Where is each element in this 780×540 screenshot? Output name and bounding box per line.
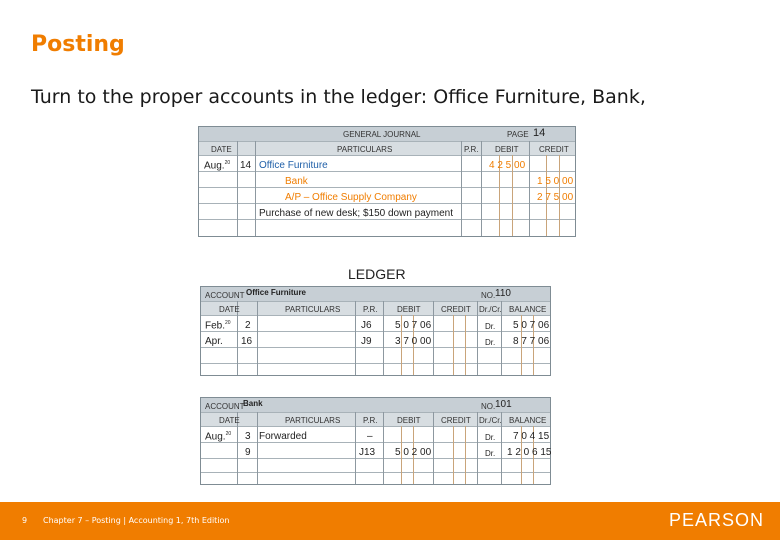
furniture-row-2-day: 16 xyxy=(241,336,253,347)
bank-account-label: ACCOUNT xyxy=(205,402,245,411)
bank-row-1-day: 3 xyxy=(245,431,251,442)
furniture-account-label: ACCOUNT xyxy=(205,291,245,300)
bank-row-1-drcr: Dr. xyxy=(485,433,496,442)
furniture-row-2-drcr: Dr. xyxy=(485,338,496,347)
slide-number: 9 xyxy=(22,516,28,525)
bank-row-2-pr: J13 xyxy=(359,447,376,458)
journal-header-pr: P.R. xyxy=(464,145,479,154)
journal-header-debit: DEBIT xyxy=(495,145,519,154)
furniture-row-1-debit: 5 0 7 06 xyxy=(395,320,432,331)
ledger-account-bank xyxy=(200,397,551,485)
bank-header-debit: DEBIT xyxy=(397,416,421,425)
furniture-row-2-balance: 8 7 7 06 xyxy=(513,336,550,347)
journal-title: GENERAL JOURNAL xyxy=(343,130,421,139)
ledger-account-office-furniture xyxy=(200,286,551,376)
slide-title: Posting xyxy=(31,32,125,57)
furniture-row-1-day: 2 xyxy=(245,320,251,331)
bank-account-number: 101 xyxy=(495,399,512,410)
bank-no-label: NO. xyxy=(481,402,496,411)
bank-row-1-balance: 7 0 4 15 xyxy=(513,431,550,442)
furniture-header-particulars: PARTICULARS xyxy=(285,305,341,314)
furniture-header-drcr: Dr./Cr. xyxy=(479,305,502,314)
furniture-header-credit: CREDIT xyxy=(441,305,471,314)
bank-row-2-day: 9 xyxy=(245,447,251,458)
bank-header-pr: P.R. xyxy=(363,416,378,425)
furniture-account-name: Office Furniture xyxy=(246,288,307,297)
journal-header-date: DATE xyxy=(211,145,232,154)
furniture-row-2-month: Apr. xyxy=(205,336,223,347)
journal-credit-ap: 2 7 5 00 xyxy=(537,192,574,203)
journal-line-ap: A/P – Office Supply Company xyxy=(285,192,417,203)
footer-bar xyxy=(0,502,780,540)
general-journal xyxy=(198,126,576,237)
journal-debit-amount: 4 2 5 00 xyxy=(489,160,526,171)
bank-header-balance: BALANCE xyxy=(509,416,547,425)
bank-row-1-pr: – xyxy=(367,431,373,442)
bank-row-1-particulars: Forwarded xyxy=(259,431,307,442)
bank-row-2-balance: 1 2 0 6 15 xyxy=(507,447,552,458)
furniture-row-1-month: Feb.$^{20}$ xyxy=(205,320,231,332)
furniture-no-label: NO. xyxy=(481,291,496,300)
journal-month: Aug.$^{20}$ xyxy=(204,160,231,172)
bank-account-name: Bank xyxy=(243,399,263,408)
furniture-header-balance: BALANCE xyxy=(509,305,547,314)
furniture-header-pr: P.R. xyxy=(363,305,378,314)
chapter-caption: Chapter 7 – Posting | Accounting 1, 7th Edition xyxy=(43,516,230,525)
furniture-row-1-balance: 5 0 7 06 xyxy=(513,320,550,331)
furniture-row-2-debit: 3 7 0 00 xyxy=(395,336,432,347)
bank-row-2-drcr: Dr. xyxy=(485,449,496,458)
furniture-row-1-drcr: Dr. xyxy=(485,322,496,331)
bank-header-credit: CREDIT xyxy=(441,416,471,425)
journal-page-label: PAGE xyxy=(507,130,529,139)
journal-line-bank: Bank xyxy=(285,176,308,187)
journal-explanation: Purchase of new desk; $150 down payment xyxy=(259,208,454,219)
furniture-header-debit: DEBIT xyxy=(397,305,421,314)
bank-row-1-month: Aug.$^{20}$ xyxy=(205,431,232,443)
furniture-header-date: DATE xyxy=(219,305,240,314)
journal-day: 14 xyxy=(240,160,252,171)
bank-row-2-debit: 5 0 2 00 xyxy=(395,447,432,458)
furniture-row-2-pr: J9 xyxy=(361,336,372,347)
bank-header-drcr: Dr./Cr. xyxy=(479,416,502,425)
pearson-logo: PEARSON xyxy=(668,510,764,530)
bank-header-particulars: PARTICULARS xyxy=(285,416,341,425)
slide-subtitle: Turn to the proper accounts in the ledger: Office Furniture, Bank, xyxy=(31,86,646,108)
journal-page-number: 14 xyxy=(533,127,546,139)
journal-credit-bank: 1 5 0 00 xyxy=(537,176,574,187)
ledger-title: LEDGER xyxy=(348,266,406,282)
furniture-row-1-pr: J6 xyxy=(361,320,372,331)
bank-header-date: DATE xyxy=(219,416,240,425)
journal-header-credit: CREDIT xyxy=(539,145,569,154)
furniture-account-number: 110 xyxy=(495,288,511,299)
journal-line-office-furniture: Office Furniture xyxy=(259,160,328,171)
journal-header-particulars: PARTICULARS xyxy=(337,145,393,154)
